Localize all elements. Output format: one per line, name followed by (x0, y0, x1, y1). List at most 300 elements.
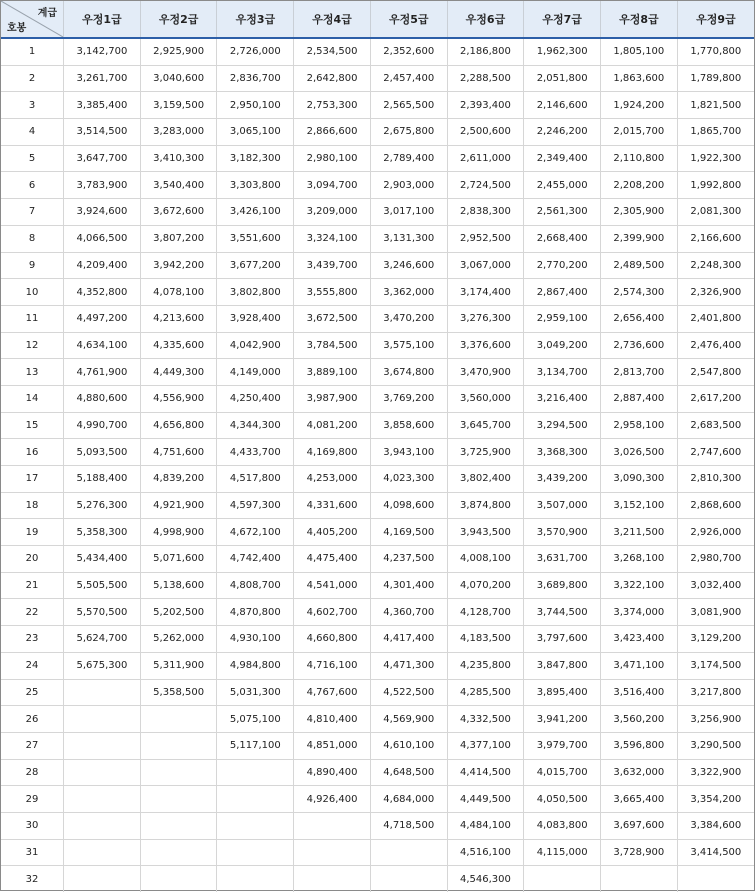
salary-cell: 4,335,600 (140, 332, 217, 359)
salary-cell: 2,838,300 (447, 199, 524, 226)
step-number-cell: 21 (1, 572, 64, 599)
salary-cell: 3,094,700 (294, 172, 371, 199)
salary-cell: 3,797,600 (524, 626, 601, 653)
salary-cell (294, 866, 371, 892)
step-number-cell: 3 (1, 92, 64, 119)
salary-cell: 4,602,700 (294, 599, 371, 626)
salary-cell: 3,174,400 (447, 279, 524, 306)
salary-cell (140, 706, 217, 733)
salary-cell: 4,237,500 (370, 546, 447, 573)
salary-cell: 3,439,700 (294, 252, 371, 279)
salary-cell: 3,283,000 (140, 119, 217, 146)
salary-cell: 4,656,800 (140, 412, 217, 439)
salary-cell: 2,110,800 (601, 145, 678, 172)
salary-cell: 3,362,000 (370, 279, 447, 306)
salary-cell: 3,744,500 (524, 599, 601, 626)
salary-cell: 4,433,700 (217, 439, 294, 466)
table-row (1, 599, 754, 626)
salary-cell: 5,262,000 (140, 626, 217, 653)
step-number-cell: 30 (1, 812, 64, 839)
salary-cell: 5,188,400 (64, 466, 141, 493)
salary-cell: 2,326,900 (677, 279, 754, 306)
salary-cell: 4,517,800 (217, 466, 294, 493)
salary-cell: 4,098,600 (370, 492, 447, 519)
salary-cell: 3,211,500 (601, 519, 678, 546)
corner-header-cell (1, 1, 64, 38)
salary-cell: 2,753,300 (294, 92, 371, 119)
salary-cell: 3,471,100 (601, 652, 678, 679)
salary-cell: 2,489,500 (601, 252, 678, 279)
salary-cell: 4,042,900 (217, 332, 294, 359)
salary-cell: 3,665,400 (601, 786, 678, 813)
salary-cell: 3,858,600 (370, 412, 447, 439)
salary-cell: 3,943,500 (447, 519, 524, 546)
salary-cell: 4,546,300 (447, 866, 524, 892)
salary-cell: 3,928,400 (217, 305, 294, 332)
salary-cell: 3,470,900 (447, 359, 524, 386)
salary-cell: 4,660,800 (294, 626, 371, 653)
salary-cell: 2,352,600 (370, 38, 447, 65)
salary-cell: 5,117,100 (217, 732, 294, 759)
step-number-cell: 15 (1, 412, 64, 439)
salary-cell: 4,250,400 (217, 385, 294, 412)
step-number-cell: 19 (1, 519, 64, 546)
salary-cell: 4,984,800 (217, 652, 294, 679)
salary-cell: 4,235,800 (447, 652, 524, 679)
step-number-cell: 25 (1, 679, 64, 706)
table-row (1, 786, 754, 813)
step-number-cell: 22 (1, 599, 64, 626)
salary-cell: 3,217,800 (677, 679, 754, 706)
salary-cell: 4,414,500 (447, 759, 524, 786)
salary-cell: 3,802,400 (447, 466, 524, 493)
table-row (1, 679, 754, 706)
salary-cell: 2,457,400 (370, 65, 447, 92)
salary-cell: 2,813,700 (601, 359, 678, 386)
table-row (1, 225, 754, 252)
salary-cell: 4,718,500 (370, 812, 447, 839)
salary-cell (217, 812, 294, 839)
grade-header-9: 우정9급 (677, 1, 754, 38)
salary-cell: 2,349,400 (524, 145, 601, 172)
salary-cell: 3,032,400 (677, 572, 754, 599)
salary-cell: 2,925,900 (140, 38, 217, 65)
table-row (1, 572, 754, 599)
table-row (1, 145, 754, 172)
salary-cell: 3,551,600 (217, 225, 294, 252)
table-row (1, 412, 754, 439)
salary-cell: 5,624,700 (64, 626, 141, 653)
salary-cell (140, 759, 217, 786)
salary-cell: 2,868,600 (677, 492, 754, 519)
table-body (1, 38, 754, 892)
salary-cell: 4,522,500 (370, 679, 447, 706)
salary-cell: 3,632,000 (601, 759, 678, 786)
salary-cell: 3,142,700 (64, 38, 141, 65)
salary-cell: 3,689,800 (524, 572, 601, 599)
salary-cell: 4,672,100 (217, 519, 294, 546)
salary-cell: 3,276,300 (447, 305, 524, 332)
salary-cell: 2,887,400 (601, 385, 678, 412)
salary-cell: 1,805,100 (601, 38, 678, 65)
salary-cell (524, 866, 601, 892)
salary-cell: 2,656,400 (601, 305, 678, 332)
salary-cell: 3,017,100 (370, 199, 447, 226)
table-row (1, 706, 754, 733)
salary-cell: 2,288,500 (447, 65, 524, 92)
salary-cell: 3,354,200 (677, 786, 754, 813)
salary-cell: 3,783,900 (64, 172, 141, 199)
salary-cell: 1,863,600 (601, 65, 678, 92)
salary-cell: 4,497,200 (64, 305, 141, 332)
table-row (1, 359, 754, 386)
salary-cell: 2,958,100 (601, 412, 678, 439)
salary-cell: 5,031,300 (217, 679, 294, 706)
step-number-cell: 18 (1, 492, 64, 519)
grade-header-7: 우정7급 (524, 1, 601, 38)
step-number-cell: 26 (1, 706, 64, 733)
salary-cell: 4,926,400 (294, 786, 371, 813)
salary-cell: 2,146,600 (524, 92, 601, 119)
salary-cell: 2,952,500 (447, 225, 524, 252)
salary-cell: 3,182,300 (217, 145, 294, 172)
salary-cell: 2,642,800 (294, 65, 371, 92)
salary-cell: 4,541,000 (294, 572, 371, 599)
salary-cell: 4,990,700 (64, 412, 141, 439)
step-number-cell: 4 (1, 119, 64, 146)
salary-cell: 2,810,300 (677, 466, 754, 493)
salary-cell: 2,726,000 (217, 38, 294, 65)
salary-cell: 4,209,400 (64, 252, 141, 279)
salary-cell: 3,672,500 (294, 305, 371, 332)
salary-cell: 3,470,200 (370, 305, 447, 332)
salary-cell: 2,051,800 (524, 65, 601, 92)
salary-cell: 2,574,300 (601, 279, 678, 306)
salary-cell: 2,747,600 (677, 439, 754, 466)
salary-cell: 3,575,100 (370, 332, 447, 359)
salary-cell: 3,384,600 (677, 812, 754, 839)
salary-cell: 4,008,100 (447, 546, 524, 573)
salary-cell: 4,253,000 (294, 466, 371, 493)
salary-cell: 1,770,800 (677, 38, 754, 65)
salary-cell: 4,471,300 (370, 652, 447, 679)
salary-cell (140, 812, 217, 839)
step-number-cell: 2 (1, 65, 64, 92)
table-row (1, 38, 754, 65)
salary-cell: 1,821,500 (677, 92, 754, 119)
salary-cell: 4,066,500 (64, 225, 141, 252)
salary-cell: 3,647,700 (64, 145, 141, 172)
salary-cell: 2,668,400 (524, 225, 601, 252)
salary-cell: 4,810,400 (294, 706, 371, 733)
salary-cell: 3,324,100 (294, 225, 371, 252)
salary-cell: 2,166,600 (677, 225, 754, 252)
salary-cell: 4,742,400 (217, 546, 294, 573)
salary-cell: 3,129,200 (677, 626, 754, 653)
salary-cell: 4,213,600 (140, 305, 217, 332)
table-row (1, 866, 754, 892)
salary-cell: 3,246,600 (370, 252, 447, 279)
salary-cell: 3,322,900 (677, 759, 754, 786)
salary-cell: 3,895,400 (524, 679, 601, 706)
step-number-cell: 7 (1, 199, 64, 226)
salary-cell: 3,672,600 (140, 199, 217, 226)
salary-cell: 3,216,400 (524, 385, 601, 412)
salary-cell: 4,449,300 (140, 359, 217, 386)
salary-cell: 3,631,700 (524, 546, 601, 573)
salary-cell: 3,131,300 (370, 225, 447, 252)
salary-cell: 2,980,100 (294, 145, 371, 172)
salary-cell: 3,376,600 (447, 332, 524, 359)
salary-cell: 2,611,000 (447, 145, 524, 172)
salary-cell: 2,770,200 (524, 252, 601, 279)
salary-cell: 3,368,300 (524, 439, 601, 466)
table-row (1, 732, 754, 759)
salary-cell: 4,921,900 (140, 492, 217, 519)
salary-cell: 4,648,500 (370, 759, 447, 786)
salary-cell (140, 839, 217, 866)
table-row (1, 332, 754, 359)
salary-cell: 3,697,600 (601, 812, 678, 839)
salary-cell: 3,261,700 (64, 65, 141, 92)
table-row (1, 279, 754, 306)
salary-cell: 2,565,500 (370, 92, 447, 119)
salary-cell: 5,276,300 (64, 492, 141, 519)
table-row (1, 385, 754, 412)
salary-cell: 4,751,600 (140, 439, 217, 466)
salary-cell: 3,847,800 (524, 652, 601, 679)
salary-cell (64, 679, 141, 706)
salary-cell: 3,410,300 (140, 145, 217, 172)
salary-cell: 4,070,200 (447, 572, 524, 599)
salary-cell: 3,514,500 (64, 119, 141, 146)
step-number-cell: 1 (1, 38, 64, 65)
salary-cell: 2,500,600 (447, 119, 524, 146)
table-row (1, 439, 754, 466)
salary-cell: 3,174,500 (677, 652, 754, 679)
step-number-cell: 13 (1, 359, 64, 386)
salary-cell: 3,065,100 (217, 119, 294, 146)
salary-cell: 3,516,400 (601, 679, 678, 706)
salary-cell: 2,683,500 (677, 412, 754, 439)
table-row (1, 652, 754, 679)
salary-cell: 5,071,600 (140, 546, 217, 573)
table-row (1, 92, 754, 119)
salary-cell: 3,067,000 (447, 252, 524, 279)
salary-cell: 4,484,100 (447, 812, 524, 839)
salary-cell: 2,248,300 (677, 252, 754, 279)
salary-cell: 3,134,700 (524, 359, 601, 386)
salary-cell: 3,209,000 (294, 199, 371, 226)
salary-cell: 5,138,600 (140, 572, 217, 599)
salary-cell: 4,870,800 (217, 599, 294, 626)
salary-cell: 4,634,100 (64, 332, 141, 359)
table-row (1, 119, 754, 146)
salary-cell: 2,208,200 (601, 172, 678, 199)
salary-cell: 3,303,800 (217, 172, 294, 199)
corner-label-step: 호봉 (7, 23, 27, 34)
salary-cell: 3,560,200 (601, 706, 678, 733)
step-number-cell: 8 (1, 225, 64, 252)
salary-cell: 2,866,600 (294, 119, 371, 146)
salary-cell: 3,081,900 (677, 599, 754, 626)
salary-cell: 3,540,400 (140, 172, 217, 199)
salary-cell: 2,959,100 (524, 305, 601, 332)
salary-cell: 3,555,800 (294, 279, 371, 306)
salary-cell: 3,570,900 (524, 519, 601, 546)
salary-cell: 3,943,100 (370, 439, 447, 466)
salary-cell: 4,377,100 (447, 732, 524, 759)
salary-cell: 3,414,500 (677, 839, 754, 866)
salary-cell: 4,081,200 (294, 412, 371, 439)
salary-cell: 5,570,500 (64, 599, 141, 626)
salary-cell: 2,724,500 (447, 172, 524, 199)
salary-cell (64, 812, 141, 839)
salary-cell: 3,941,200 (524, 706, 601, 733)
table-row (1, 466, 754, 493)
salary-cell (64, 706, 141, 733)
salary-cell: 1,789,800 (677, 65, 754, 92)
salary-cell: 3,159,500 (140, 92, 217, 119)
salary-cell (64, 866, 141, 892)
table-row (1, 65, 754, 92)
salary-cell: 3,725,900 (447, 439, 524, 466)
salary-cell: 4,169,500 (370, 519, 447, 546)
step-number-cell: 29 (1, 786, 64, 813)
table-row (1, 839, 754, 866)
salary-cell: 3,040,600 (140, 65, 217, 92)
salary-cell: 1,865,700 (677, 119, 754, 146)
salary-cell (64, 786, 141, 813)
salary-cell: 4,684,000 (370, 786, 447, 813)
salary-cell: 4,880,600 (64, 385, 141, 412)
step-number-cell: 20 (1, 546, 64, 573)
salary-cell: 2,547,800 (677, 359, 754, 386)
salary-cell (64, 839, 141, 866)
salary-cell: 4,597,300 (217, 492, 294, 519)
salary-cell: 4,417,400 (370, 626, 447, 653)
salary-cell: 2,950,100 (217, 92, 294, 119)
salary-cell: 2,561,300 (524, 199, 601, 226)
salary-cell: 2,926,000 (677, 519, 754, 546)
salary-cell (370, 839, 447, 866)
table-row (1, 252, 754, 279)
salary-cell: 5,505,500 (64, 572, 141, 599)
salary-cell: 2,455,000 (524, 172, 601, 199)
salary-cell: 3,423,400 (601, 626, 678, 653)
table-row (1, 492, 754, 519)
salary-cell (217, 839, 294, 866)
step-number-cell: 9 (1, 252, 64, 279)
salary-cell (294, 839, 371, 866)
salary-cell: 5,093,500 (64, 439, 141, 466)
salary-cell: 3,942,200 (140, 252, 217, 279)
salary-cell: 4,610,100 (370, 732, 447, 759)
salary-cell: 3,256,900 (677, 706, 754, 733)
step-number-cell: 31 (1, 839, 64, 866)
salary-cell: 1,924,200 (601, 92, 678, 119)
salary-cell: 4,808,700 (217, 572, 294, 599)
grade-header-6: 우정6급 (447, 1, 524, 38)
step-number-cell: 5 (1, 145, 64, 172)
grade-header-2: 우정2급 (140, 1, 217, 38)
salary-cell: 3,560,000 (447, 385, 524, 412)
salary-cell: 2,186,800 (447, 38, 524, 65)
salary-cell: 4,301,400 (370, 572, 447, 599)
salary-cell: 3,987,900 (294, 385, 371, 412)
salary-cell: 2,401,800 (677, 305, 754, 332)
salary-cell: 5,311,900 (140, 652, 217, 679)
salary-cell: 2,867,400 (524, 279, 601, 306)
salary-cell: 4,285,500 (447, 679, 524, 706)
table-row (1, 759, 754, 786)
salary-cell: 4,930,100 (217, 626, 294, 653)
salary-cell: 3,924,600 (64, 199, 141, 226)
corner-label-grade: 계급 (37, 8, 58, 19)
salary-cell: 1,922,300 (677, 145, 754, 172)
table-row (1, 812, 754, 839)
salary-cell: 4,050,500 (524, 786, 601, 813)
salary-cell: 3,507,000 (524, 492, 601, 519)
salary-cell: 3,026,500 (601, 439, 678, 466)
salary-cell (601, 866, 678, 892)
salary-cell: 4,078,100 (140, 279, 217, 306)
salary-cell: 5,434,400 (64, 546, 141, 573)
step-number-cell: 6 (1, 172, 64, 199)
table-row (1, 305, 754, 332)
salary-cell: 4,169,800 (294, 439, 371, 466)
salary-cell: 4,332,500 (447, 706, 524, 733)
salary-cell: 3,677,200 (217, 252, 294, 279)
salary-cell: 4,115,000 (524, 839, 601, 866)
salary-cell: 3,596,800 (601, 732, 678, 759)
salary-cell: 1,992,800 (677, 172, 754, 199)
salary-cell: 4,128,700 (447, 599, 524, 626)
salary-cell (217, 786, 294, 813)
salary-cell: 5,075,100 (217, 706, 294, 733)
salary-cell: 5,358,300 (64, 519, 141, 546)
salary-cell: 2,305,900 (601, 199, 678, 226)
salary-cell: 4,998,900 (140, 519, 217, 546)
table-row (1, 172, 754, 199)
salary-cell: 2,246,200 (524, 119, 601, 146)
header-row (1, 1, 754, 38)
salary-cell: 2,903,000 (370, 172, 447, 199)
salary-cell: 3,294,500 (524, 412, 601, 439)
salary-cell: 2,836,700 (217, 65, 294, 92)
salary-cell: 4,023,300 (370, 466, 447, 493)
salary-cell: 2,015,700 (601, 119, 678, 146)
salary-cell: 2,081,300 (677, 199, 754, 226)
salary-cell: 4,331,600 (294, 492, 371, 519)
salary-cell: 4,352,800 (64, 279, 141, 306)
table-row (1, 199, 754, 226)
step-number-cell: 17 (1, 466, 64, 493)
salary-cell: 2,675,800 (370, 119, 447, 146)
step-number-cell: 32 (1, 866, 64, 892)
salary-cell: 4,149,000 (217, 359, 294, 386)
salary-cell: 3,784,500 (294, 332, 371, 359)
salary-cell: 2,980,700 (677, 546, 754, 573)
table-row (1, 519, 754, 546)
step-number-cell: 16 (1, 439, 64, 466)
salary-cell (217, 866, 294, 892)
step-number-cell: 27 (1, 732, 64, 759)
salary-cell (217, 759, 294, 786)
salary-cell: 4,890,400 (294, 759, 371, 786)
salary-cell: 3,728,900 (601, 839, 678, 866)
grade-header-4: 우정4급 (294, 1, 371, 38)
